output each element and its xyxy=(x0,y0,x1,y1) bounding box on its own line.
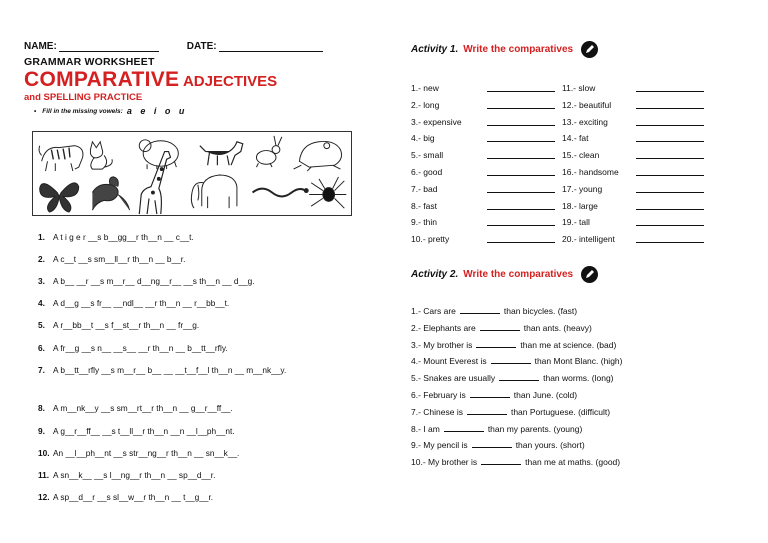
sentence-number: 9. xyxy=(38,426,45,436)
sentence-number: 1. xyxy=(38,232,45,242)
cat-icon xyxy=(90,142,112,169)
answer-blank[interactable] xyxy=(481,457,521,465)
activity1-word: 16.- handsome xyxy=(562,167,619,177)
sentence-number: 11. xyxy=(38,470,50,480)
activity2-item xyxy=(411,457,620,467)
sentence-number: 10. xyxy=(38,448,50,458)
activity2-item xyxy=(411,390,577,400)
activity1-word: 7.- bad xyxy=(411,183,438,194)
animals-illustration xyxy=(32,131,352,216)
activity1-item xyxy=(411,150,443,160)
answer-blank[interactable] xyxy=(487,91,555,92)
sentence-text[interactable]: A b__ __r __s m__r__ d__ng__r__ __s th__n __ d__g. xyxy=(53,276,255,286)
activity1-item xyxy=(411,234,449,244)
sentence-1 xyxy=(38,232,338,242)
activity1-item xyxy=(411,133,435,143)
monkey-icon xyxy=(92,177,129,210)
activity1-word: 19.- tall xyxy=(562,217,590,228)
activity1-word: 20.- intelligent xyxy=(562,234,615,245)
title-adjectives: ADJECTIVES xyxy=(179,73,278,90)
answer-blank[interactable] xyxy=(487,192,555,193)
activity1-word: 3.- expensive xyxy=(411,116,462,127)
answer-blank[interactable] xyxy=(487,158,555,159)
sentence-text[interactable]: A d__g __s fr__ __ndl__ __r th__n __ r__bb__t. xyxy=(53,298,230,308)
sentence-4 xyxy=(38,298,338,308)
sentence-9 xyxy=(38,426,338,436)
activity1-item xyxy=(411,83,439,93)
activity2-item xyxy=(411,407,610,417)
animals-drawing xyxy=(33,132,351,215)
sentence-number: 4. xyxy=(38,298,45,308)
answer-blank[interactable] xyxy=(487,242,555,243)
activity1-item xyxy=(411,100,439,110)
sentence-12 xyxy=(38,492,338,502)
activity1-word: 9.- thin xyxy=(411,217,437,228)
sentence-10 xyxy=(38,448,338,458)
sentence-6 xyxy=(38,343,338,353)
answer-blank[interactable] xyxy=(499,373,539,381)
answer-blank[interactable] xyxy=(476,340,516,348)
elephant-icon xyxy=(191,175,237,208)
activity1-title xyxy=(411,41,598,58)
activity1-label: Activity 1. xyxy=(411,44,459,55)
activity1-item xyxy=(411,201,437,211)
activity1-word: 15.- clean xyxy=(562,150,600,161)
pencil-icon xyxy=(581,266,598,283)
answer-blank[interactable] xyxy=(636,125,704,126)
answer-blank[interactable] xyxy=(480,323,520,331)
sentence-text[interactable]: A r__bb__t __s f__st__r th__n __ fr__g. xyxy=(53,320,200,330)
activity2-item xyxy=(411,373,614,383)
sentence-2 xyxy=(38,254,338,264)
activity1-item xyxy=(562,133,588,143)
activity1-item xyxy=(411,184,437,194)
sentence-text[interactable]: An __l__ph__nt __s str__ng__r th__n __ sn__k__. xyxy=(53,448,240,458)
activity1-word: 1.- new xyxy=(411,83,439,93)
answer-blank[interactable] xyxy=(467,407,507,415)
vowels-text: a e i o u xyxy=(126,106,188,116)
date-line[interactable] xyxy=(219,42,323,52)
page-subtitle: and SPELLING PRACTICE xyxy=(24,92,143,103)
activity2-command: Write the comparatives xyxy=(463,269,574,280)
activity1-word: 2.- long xyxy=(411,99,440,110)
sentence-text[interactable]: A b__tt__rfly __s m__r__ b__ __ __t__f__l th__n __ m__nk__y. xyxy=(53,365,287,375)
instruction-text: Fill in the missing vowels: xyxy=(42,107,123,115)
activity1-item xyxy=(562,100,611,110)
sentence-text[interactable]: A g__r__ff__ __s t__ll__r th__n __n __l__ph__nt. xyxy=(53,426,235,436)
activity1-word: 8.- fast xyxy=(411,200,437,211)
sentence-end: than me at science. (bad) xyxy=(520,339,617,350)
activity2-item xyxy=(411,306,577,316)
frog-icon xyxy=(294,141,342,171)
sentence-text[interactable]: A sn__k__ __s l__ng__r th__n __ sp__d__r. xyxy=(53,470,216,480)
sentence-end: than me at maths. (good) xyxy=(525,457,621,468)
rabbit-icon xyxy=(256,136,281,167)
answer-blank[interactable] xyxy=(491,356,531,364)
sentence-end: than Portuguese. (difficult) xyxy=(510,406,611,417)
answer-blank[interactable] xyxy=(636,158,704,159)
answer-blank[interactable] xyxy=(636,91,704,92)
activity1-word: 12.- beautiful xyxy=(562,99,612,110)
instruction xyxy=(34,106,364,116)
activity1-command: Write the comparatives xyxy=(463,44,574,55)
activity1-word: 18.- large xyxy=(562,200,598,211)
name-label: NAME: xyxy=(24,41,57,52)
sentence-number: 7. xyxy=(38,365,45,375)
sentence-start: 6.- February is xyxy=(411,390,466,400)
pencil-icon xyxy=(581,41,598,58)
answer-blank[interactable] xyxy=(636,108,704,109)
activity2-item xyxy=(411,356,622,366)
activity1-item xyxy=(562,234,615,244)
activity2-item xyxy=(411,440,585,450)
sentence-start: 10.- My brother is xyxy=(411,457,478,468)
dog-icon xyxy=(200,142,243,165)
sentence-end: than bicycles. (fast) xyxy=(503,306,578,316)
sentence-end: than my parents. (young) xyxy=(487,423,583,434)
sentence-end: than yours. (short) xyxy=(515,440,585,451)
name-date-row xyxy=(24,36,364,52)
sentence-5 xyxy=(38,320,338,330)
answer-blank[interactable] xyxy=(460,306,500,314)
sentence-text[interactable]: A m__nk__y __s sm__rt__r th__n __ g__r__ff__. xyxy=(53,403,233,413)
title-comparative: COMPARATIVE xyxy=(24,68,180,91)
activity2-item xyxy=(411,340,616,350)
giraffe-icon xyxy=(139,152,170,214)
sentence-number: 3. xyxy=(38,276,45,286)
activity2-title xyxy=(411,266,598,283)
answer-blank[interactable] xyxy=(487,225,555,226)
activity2-item xyxy=(411,424,582,434)
activity1-item xyxy=(411,167,442,177)
bear-icon xyxy=(139,140,178,169)
sentence-start: 9.- My pencil is xyxy=(411,440,468,451)
answer-blank[interactable] xyxy=(636,225,704,226)
answer-blank[interactable] xyxy=(636,141,704,142)
tiger-icon xyxy=(39,146,83,171)
worksheet-header xyxy=(24,36,364,116)
sentence-start: 4.- Mount Everest is xyxy=(411,356,487,367)
sentence-number: 5. xyxy=(38,320,45,330)
sentence-number: 12. xyxy=(38,492,50,502)
answer-blank[interactable] xyxy=(487,125,555,126)
sentence-end: than June. (cold) xyxy=(513,390,578,400)
sentence-number: 8. xyxy=(38,403,45,413)
activity1-item xyxy=(562,201,598,211)
snake-icon xyxy=(253,189,309,197)
sentence-start: 8.- I am xyxy=(411,423,440,434)
activity1-word: 11.- slow xyxy=(562,83,596,93)
activity1-word: 6.- good xyxy=(411,167,443,177)
sentence-3 xyxy=(38,276,338,286)
sentence-end: than ants. (heavy) xyxy=(523,322,592,333)
sentence-start: 7.- Chinese is xyxy=(411,406,463,417)
answer-blank[interactable] xyxy=(470,390,510,398)
sentence-end: than worms. (long) xyxy=(543,373,614,384)
activity2-label: Activity 2. xyxy=(411,269,459,280)
activity2-item xyxy=(411,323,592,333)
sentence-text[interactable]: A t i g e r __s b__gg__r th__n __ c__t. xyxy=(53,232,194,242)
sentence-start: 5.- Snakes are usually xyxy=(411,373,496,384)
answer-blank[interactable] xyxy=(636,175,704,176)
sentence-number: 2. xyxy=(38,254,45,264)
sentence-start: 3.- My brother is xyxy=(411,339,473,350)
sentence-text[interactable]: A sp__d__r __s sl__w__r th__n __ t__g__r. xyxy=(53,492,214,502)
sentence-7 xyxy=(38,364,328,377)
answer-blank[interactable] xyxy=(487,108,555,109)
sentence-start: 1.- Cars are xyxy=(411,306,456,316)
answer-blank[interactable] xyxy=(636,242,704,243)
sentence-8 xyxy=(38,403,338,413)
activity1-item xyxy=(562,167,619,177)
worksheet-label: GRAMMAR WORKSHEET xyxy=(24,56,155,68)
activity1-word: 17.- young xyxy=(562,183,603,194)
activity1-item xyxy=(562,117,608,127)
activity1-item xyxy=(411,117,462,127)
activity1-word: 10.- pretty xyxy=(411,234,450,245)
sentence-number: 6. xyxy=(38,343,45,353)
activity1-item xyxy=(562,150,599,160)
sentence-text[interactable]: A c__t __s sm__ll__r th__n __ b__r. xyxy=(53,254,186,264)
answer-blank[interactable] xyxy=(487,175,555,176)
sentence-11 xyxy=(38,470,338,480)
answer-blank[interactable] xyxy=(636,192,704,193)
activity1-word: 14.- fat xyxy=(562,133,589,144)
activity1-item xyxy=(411,217,437,227)
name-line[interactable] xyxy=(59,42,159,52)
page-title xyxy=(24,69,364,90)
answer-blank[interactable] xyxy=(472,440,512,448)
activity1-item xyxy=(562,184,602,194)
answer-blank[interactable] xyxy=(487,141,555,142)
sentence-end: than Mont Blanc. (high) xyxy=(534,356,623,367)
activity1-item xyxy=(562,83,595,93)
butterfly-icon xyxy=(40,183,79,212)
date-label: DATE: xyxy=(186,41,217,52)
activity1-word: 13.- exciting xyxy=(562,116,608,127)
activity1-word: 5.- small xyxy=(411,150,444,161)
instruction-bullet: • xyxy=(34,107,37,115)
sentence-text[interactable]: A fr__g __s n__ __s__ __r th__n __ b__tt__rfly. xyxy=(53,343,228,353)
sentence-start: 2.- Elephants are xyxy=(411,322,476,333)
answer-blank[interactable] xyxy=(487,209,555,210)
activity1-word: 4.- big xyxy=(411,133,435,144)
spider-icon xyxy=(309,177,346,208)
activity1-item xyxy=(562,217,590,227)
answer-blank[interactable] xyxy=(636,209,704,210)
answer-blank[interactable] xyxy=(444,424,484,432)
